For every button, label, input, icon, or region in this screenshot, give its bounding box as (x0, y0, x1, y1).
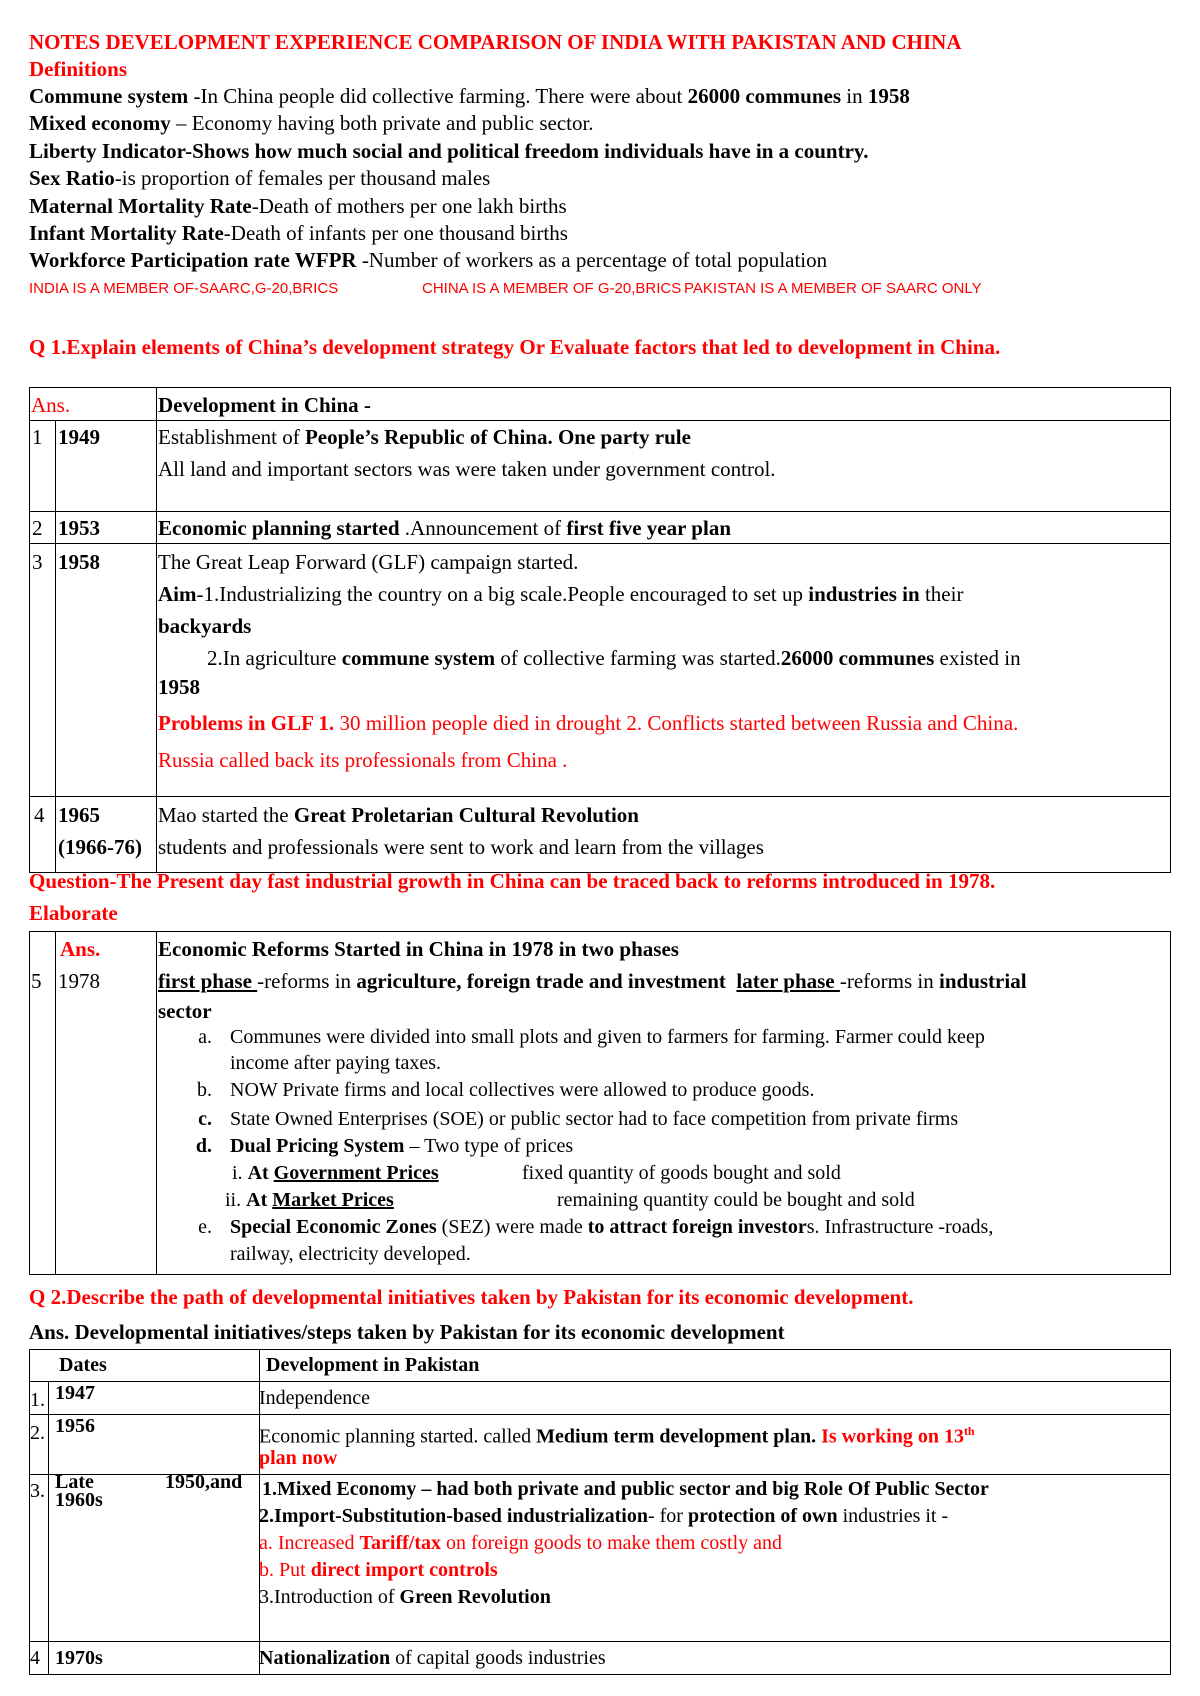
q1-col-divider (55, 420, 56, 873)
price-government: i. At Government Prices (232, 1162, 439, 1184)
page-title: NOTES DEVELOPMENT EXPERIENCE COMPARISON OF INDIA WITH PAKISTAN AND CHINA (29, 30, 962, 54)
q1-row-number: 1 (32, 425, 43, 449)
q1-glf-point2: 2.In agriculture commune system of collective farming was started.26000 communes existed in (207, 646, 1021, 670)
price-government-desc: fixed quantity of goods bought and sold (522, 1162, 841, 1184)
q1-row-text: Establishment of People’s Republic of China. One party rule (158, 425, 691, 449)
q1-row-text: students and professionals were sent to work and learn from the villages (158, 835, 764, 859)
price-market-desc: remaining quantity could be bought and sold (557, 1189, 915, 1211)
reforms-phases: first phase -reforms in agriculture, foreign trade and investment later phase -reforms in industrial (158, 969, 1027, 993)
pakistan-import-controls: b. Put direct import controls (259, 1559, 498, 1581)
reforms-col-divider (55, 931, 56, 1275)
q1-row-text: All land and important sectors was were taken under government control. (158, 457, 776, 481)
pakistan-row-date: 1970s (55, 1647, 103, 1669)
pakistan-row-divider (29, 1641, 1171, 1642)
pakistan-row-divider (29, 1414, 1171, 1415)
q1-row-divider (29, 796, 1171, 797)
reforms-phases-cont: sector (158, 999, 212, 1023)
q1-glf-aim-cont: backyards (158, 614, 252, 638)
definition-liberty-indicator: Liberty Indicator-Shows how much social and political freedom individuals have in a country. (29, 139, 869, 163)
q1-row-divider (29, 511, 1171, 512)
q2-title: Q 2.Describe the path of developmental initiatives taken by Pakistan for its economic development. (29, 1285, 914, 1309)
q1-glf-point2-cont: 1958 (158, 675, 200, 699)
definition-wfpr: Workforce Participation rate WFPR -Number of workers as a percentage of total population (29, 248, 828, 272)
q1-row-year-range: (1966-76) (58, 835, 142, 859)
q1-row-year: 1953 (58, 516, 100, 540)
pakistan-col-divider (48, 1381, 49, 1675)
q1-row-year: 1965 (58, 803, 100, 827)
reform-item-e-cont: railway, electricity developed. (230, 1243, 471, 1265)
q1-col-divider (156, 387, 157, 873)
pakistan-row-number: 2. (30, 1422, 45, 1444)
pakistan-row-number: 1. (30, 1389, 45, 1411)
pakistan-row-text: Independence (259, 1387, 371, 1409)
reforms-year: 1978 (58, 969, 100, 993)
reform-item-a: a. Communes were divided into small plots and given to farmers for farming. Farmer could keep (198, 1026, 985, 1048)
q1-row-year: 1949 (58, 425, 100, 449)
membership-china: CHINA IS A MEMBER OF G-20,BRICS (422, 280, 682, 297)
pakistan-row-date: 1950,and (165, 1471, 243, 1493)
q1-row-number: 3 (32, 550, 43, 574)
price-market: ii. At Market Prices (225, 1189, 394, 1211)
reform-item-d: d. Dual Pricing System – Two type of prices (195, 1135, 574, 1157)
pakistan-row-number: 3. (30, 1480, 45, 1502)
pakistan-row-date: 1960s (55, 1489, 103, 1511)
question-1978-cont: Elaborate (29, 901, 118, 925)
pakistan-row-text-cont: plan now (259, 1447, 338, 1469)
reforms-row-number: 5 (31, 969, 42, 993)
reform-item-c: c. State Owned Enterprises (SOE) or public sector had to face competition from private firms (198, 1108, 959, 1130)
reform-item-b: b. NOW Private firms and local collectives were allowed to produce goods. (197, 1079, 815, 1101)
pakistan-row-text: Nationalization of capital goods industries (259, 1647, 606, 1669)
q1-glf-aim: Aim-1.Industrializing the country on a big scale.People encouraged to set up industries in their (158, 582, 964, 606)
pakistan-import-substitution: 2.Import-Substitution-based industrialization- for protection of own industries it - (259, 1505, 949, 1527)
definition-sex-ratio: Sex Ratio-is proportion of females per thousand males (29, 166, 491, 190)
q1-row-divider (29, 420, 1171, 421)
pakistan-row-number: 4 (30, 1647, 40, 1669)
definition-infant-mortality: Infant Mortality Rate-Death of infants per one thousand births (29, 221, 568, 245)
pakistan-mixed-economy: 1.Mixed Economy – had both private and public sector and big Role Of Public Sector (262, 1478, 989, 1500)
pakistan-green-revolution: 3.Introduction of Green Revolution (259, 1586, 551, 1608)
q1-glf-problems-cont: Russia called back its professionals from China . (158, 748, 568, 772)
q1-row-text: Economic planning started .Announcement of first five year plan (158, 516, 731, 540)
reforms-col-divider (156, 931, 157, 1275)
pakistan-col-dates: Dates (59, 1354, 107, 1376)
definition-maternal-mortality: Maternal Mortality Rate-Death of mothers per one lakh births (29, 194, 567, 218)
reform-item-e: e. Special Economic Zones (SEZ) were made to attract foreign investors. Infrastructure -roads, (198, 1216, 994, 1238)
q1-title: Q 1.Explain elements of China’s development strategy Or Evaluate factors that led to development in China. (29, 335, 1001, 359)
definition-mixed-economy: Mixed economy – Economy having both private and public sector. (29, 111, 594, 135)
pakistan-col-development: Development in Pakistan (266, 1354, 480, 1376)
pakistan-row-text: Economic planning started. called Medium term development plan. Is working on 13th (259, 1424, 975, 1448)
q1-ans-label: Ans. (31, 393, 71, 417)
question-1978: Question-The Present day fast industrial growth in China can be traced back to reforms introduced in 1978. (29, 869, 996, 893)
q1-row-text: The Great Leap Forward (GLF) campaign started. (158, 550, 579, 574)
q1-row-year: 1958 (58, 550, 100, 574)
reform-item-a-cont: income after paying taxes. (230, 1052, 442, 1074)
definition-commune-system: Commune system -In China people did collective farming. There were about 26000 communes in 1958 (29, 84, 910, 108)
q2-ans: Ans. Developmental initiatives/steps taken by Pakistan for its economic development (29, 1320, 785, 1344)
pakistan-row-date: 1956 (55, 1415, 95, 1437)
membership-pakistan: PAKISTAN IS A MEMBER OF SAARC ONLY (684, 280, 982, 297)
pakistan-tariff: a. Increased Tariff/tax on foreign goods to make them costly and (259, 1532, 783, 1554)
reforms-ans-label: Ans. (60, 937, 101, 961)
q1-header: Development in China - (158, 393, 371, 417)
pakistan-row-date: Late (55, 1471, 94, 1493)
definitions-heading: Definitions (29, 57, 128, 81)
pakistan-row-date: 1947 (55, 1382, 95, 1404)
membership-india: INDIA IS A MEMBER OF-SAARC,G-20,BRICS (29, 280, 339, 297)
q1-row-divider (29, 543, 1171, 544)
q1-row-text: Mao started the Great Proletarian Cultural Revolution (158, 803, 639, 827)
pakistan-row-divider (29, 1381, 1171, 1382)
reforms-header: Economic Reforms Started in China in 1978 in two phases (158, 937, 679, 961)
q1-row-number: 4 (34, 803, 45, 827)
q1-glf-problems: Problems in GLF 1. 30 million people died in drought 2. Conflicts started between Russia and China. (158, 711, 1019, 735)
q1-row-number: 2 (32, 516, 43, 540)
